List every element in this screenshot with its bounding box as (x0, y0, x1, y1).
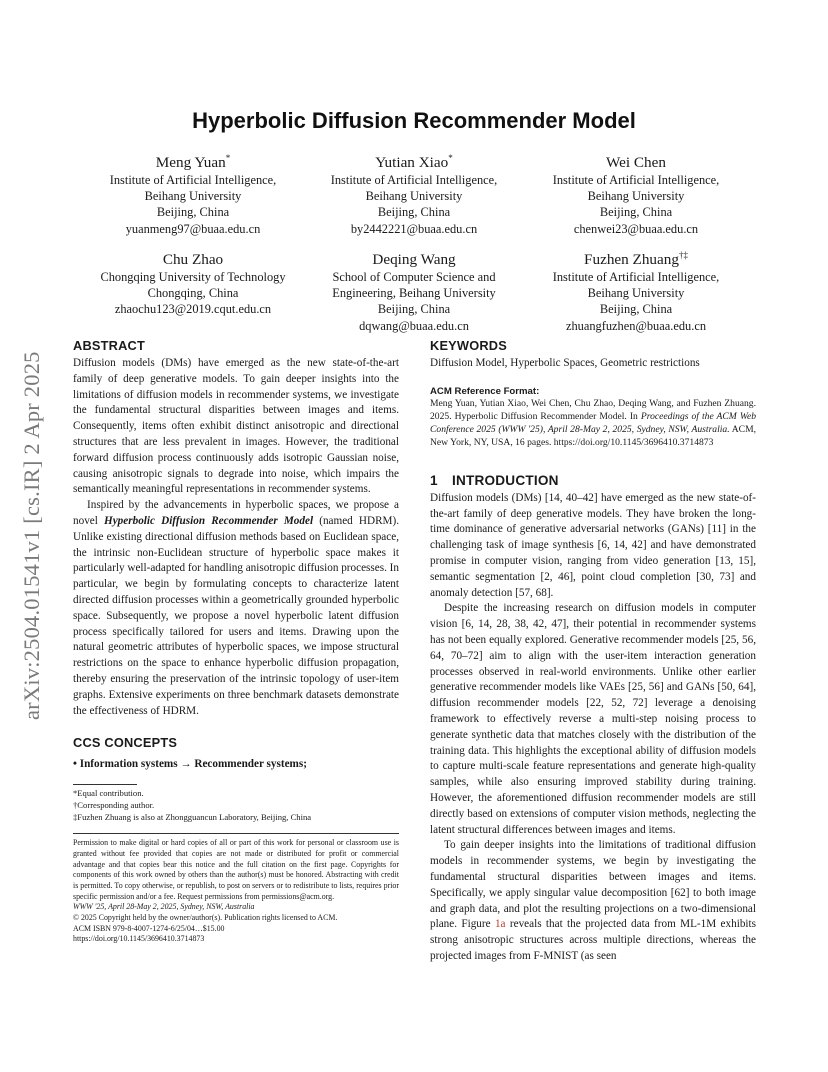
author-affiliation: Institute of Artificial Intelligence, (109, 173, 277, 188)
intro-paragraph: Diffusion models (DMs) [14, 40–42] have emerged as the new state-of-the-art family of deep generative models. They have broken the long-time dominance of generative adversarial networks (GANs) [11] in the challenging task of image synthesis [6, 14, 42] and have demonstrated promise in computer vision, ranging from video generation [13, 15], semantic segmentation [2, 46], point cloud completion [30, 73] and anomaly detection [57, 68]. (430, 491, 756, 599)
author-location: Beijing, China (599, 302, 673, 317)
abstract-paragraph: Diffusion models (DMs) have emerged as the new state-of-the-art family of deep generative models. To gain deeper insights into the limitations of diffusion models in recommender systems, we investigate the fundamental structural disparities between images and items. Consequently, items often exhibit distinct anisotropic and directional structures that are less prevalent in images. However, the traditional forward diffusion process continuously adds isotropic Gaussian noise, causing anisotropic signals to degrade into noise, which impairs the semantically meaningful representations in recommender systems. (73, 357, 399, 496)
abstract-heading: ABSTRACT (73, 338, 145, 353)
introduction-heading: 1 INTRODUCTION (430, 472, 559, 488)
left-column (73, 338, 399, 945)
keywords-text: Diffusion Model, Hyperbolic Spaces, Geometric restrictions (430, 357, 700, 369)
intro-paragraph: Despite the increasing research on diffusion models in computer vision [6, 14, 28, 38, 42, 47], their potential in recommender systems has not been equally explored. Generative recommender models [25, 56, 64, 70–72] aim to align with the user-item interaction generation processes observed in real-world environments. Unlike other earlier generative recommender models like VAEs [25, 56] and GANs [50, 64], diffusion recommender models [22, 52, 72] leverage a denoising framework to effectively reverse a multi-step noising process to generate synthetic data that matches closely with the distribution of the training data. This highlights the exceptional ability of diffusion models to capture multi-scale feature representations and generate high-quality samples, while also ensuring improved stability during training. However, the aforementioned diffusion recommender models are still directly based on extensions of computer vision methods, neglecting the latent structural differences between images and items. (430, 602, 756, 836)
permission-text: Permission to make digital or hard copies of all or part of this work for personal or classroom use is granted without fee provided that copies are not made or distributed for profit or commercial advantage and that copies bear this notice and the full citation on the first page. Copyrights for components of this work owned by others than the author(s) must be honored. Abstracting with credit is permitted. To copy otherwise, or republish, to post on servers or to redistribute to lists, requires prior specific permission and/or a fee. Request permissions from permissions@acm.org. (73, 838, 399, 901)
model-name-emphasis: Hyperbolic Diffusion Recommender Model (104, 514, 314, 527)
author-email: by2442221@buaa.edu.cn (350, 221, 478, 236)
author-name: Fuzhen Zhuang†‡ (584, 250, 688, 269)
isbn: ACM ISBN 979-8-4007-1274-6/25/04…$15.00 (73, 923, 225, 933)
author-affiliation: Institute of Artificial Intelligence, (552, 270, 720, 285)
author-affiliation: Beihang University (587, 189, 685, 204)
author-block (78, 246, 308, 318)
author-block (299, 246, 529, 334)
author-block (78, 149, 308, 237)
keywords-heading: KEYWORDS (430, 338, 507, 353)
paper-title: Hyperbolic Diffusion Recommender Model (192, 108, 636, 133)
author-email: zhaochu123@2019.cqut.edu.cn (114, 302, 272, 317)
footnote-divider (73, 784, 137, 785)
author-name: Chu Zhao (162, 251, 224, 269)
ccs-heading: CCS CONCEPTS (73, 735, 178, 751)
footnote: *Equal contribution. (73, 788, 144, 799)
author-email: zhuangfuzhen@buaa.edu.cn (565, 318, 707, 333)
author-block (299, 149, 529, 237)
author-affiliation: Institute of Artificial Intelligence, (330, 173, 498, 188)
author-name: Deqing Wang (372, 251, 456, 269)
acm-reference-heading: ACM Reference Format: (430, 385, 540, 397)
copyright: © 2025 Copyright held by the owner/author(s). Publication rights licensed to ACM. (73, 913, 338, 923)
author-block (521, 149, 751, 237)
author-affiliation: Engineering, Beihang University (332, 286, 496, 301)
author-name: Meng Yuan* (155, 153, 231, 172)
footnote: ‡Fuzhen Zhuang is also at Zhongguancun Laboratory, Beijing, China (73, 811, 312, 822)
acm-reference-text: Meng Yuan, Yutian Xiao, Wei Chen, Chu Zhao, Deqing Wang, and Fuzhen Zhuang. 2025. Hyperbolic Diffusion Recommender Model. In Proceedings of the ACM Web Conference 2025 (WWW '25), April 28-May 2, 2025, Sydney, NSW, Australia. ACM, New York, NY, USA, 16 pages. https://doi.org/10.1145/3696410.3714873 (430, 397, 756, 448)
author-location: Beijing, China (377, 302, 451, 317)
abstract-paragraph: Inspired by the advancements in hyperbolic spaces, we propose a novel Hyperbolic Diffusion Recommender Model (named HDRM). Unlike existing directional diffusion methods based on Euclidean space, the intrinsic non-Euclidean structure of hyperbolic space makes it particularly well-adapted for handling anisotropic diffusion processes. In particular, we begin by formulating concepts to characterize latent directed diffusion processes within a geometrically grounded hyperbolic space. Subsequently, we propose a novel hyperbolic latent diffusion process specifically tailored for users and items. Drawing upon the natural geometric attributes of hyperbolic spaces, we impose structural restrictions on the space to enhance hyperbolic diffusion propagation, thereby ensuring the preservation of the intrinsic topology of user-item graphs. Extensive experiments on three benchmark datasets demonstrate the effectiveness of HDRM. (73, 499, 400, 717)
doi-link[interactable]: https://doi.org/10.1145/3696410.3714873 (73, 934, 205, 944)
author-email: yuanmeng97@buaa.edu.cn (125, 221, 261, 236)
footnotes (73, 788, 399, 823)
author-block (521, 246, 751, 334)
author-email: chenwei23@buaa.edu.cn (573, 221, 699, 236)
venue: WWW '25, April 28-May 2, 2025, Sydney, NSW, Australia (73, 902, 255, 912)
author-affiliation: School of Computer Science and (332, 270, 496, 285)
author-location: Beijing, China (377, 205, 451, 220)
figure-ref-link[interactable]: 1a (494, 918, 506, 931)
author-affiliation: Beihang University (587, 286, 685, 301)
permission-block (73, 833, 399, 945)
author-affiliation: Beihang University (144, 189, 242, 204)
right-column (430, 338, 756, 965)
author-affiliation: Chongqing University of Technology (100, 270, 286, 285)
author-location: Beijing, China (156, 205, 230, 220)
footnote: †Corresponding author. (73, 799, 155, 810)
author-name: Wei Chen (606, 154, 666, 172)
author-affiliation: Institute of Artificial Intelligence, (552, 173, 720, 188)
author-name: Yutian Xiao* (375, 153, 453, 172)
intro-paragraph: To gain deeper insights into the limitations of traditional diffusion models in recommender systems, we begin by investigating the fundamental structural disparities between images and items. Specifically, we apply singular value decomposition [62] to both image and graph data, and plot the resulting projections on a two-dimensional plane. Figure 1a reveals that the projected data from ML-1M exhibits strong anisotropic structures across multiple directions, whereas the projected images from F-MNIST (as seen (430, 839, 756, 962)
author-affiliation: Beihang University (365, 189, 463, 204)
ccs-concept: • Information systems → Recommender systems; (73, 758, 307, 771)
arxiv-stamp: arXiv:2504.01541v1 [cs.IR] 2 Apr 2025 (19, 351, 44, 720)
author-location: Beijing, China (599, 205, 673, 220)
author-location: Chongqing, China (147, 286, 239, 301)
author-email: dqwang@buaa.edu.cn (359, 318, 469, 333)
